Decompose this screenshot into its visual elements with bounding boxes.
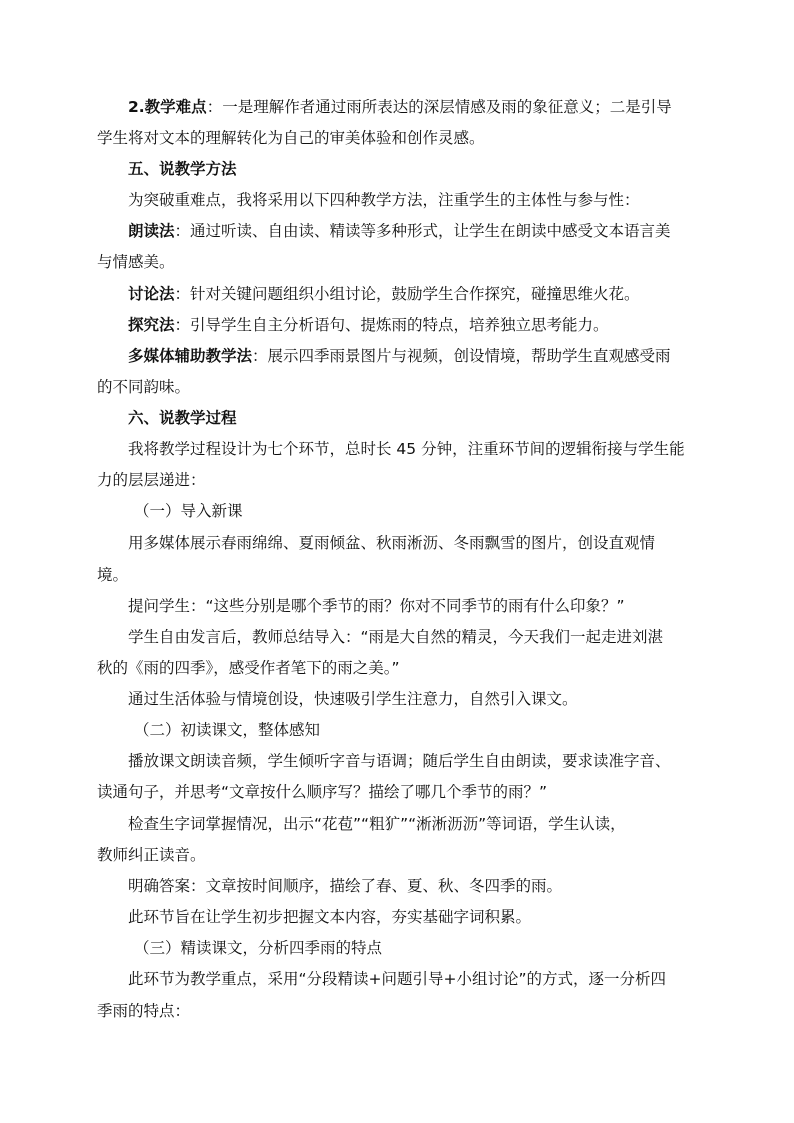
step-2-p1-line-2: 读通句子，并思考“文章按什么顺序写？描绘了哪几个季节的雨？” xyxy=(97,783,548,801)
section-6-heading: 六、说教学过程 xyxy=(128,409,237,427)
step-2-p2-line-1: 检查生字词掌握情况，出示“花苞”“粗犷”“淅淅沥沥”等词语，学生认读， xyxy=(128,815,626,833)
method-reading-line-2: 与情感美。 xyxy=(97,253,175,271)
step-2-p4: 此环节旨在让学生初步把握文本内容，夯实基础字词积累。 xyxy=(128,908,532,926)
section-6-intro-line-2: 力的层层递进： xyxy=(97,471,206,489)
difficulty-lead: 2.教学难点 xyxy=(128,98,207,116)
difficulty-paragraph-line-1 xyxy=(128,97,672,117)
step-2-p3: 明确答案：文章按时间顺序，描绘了春、夏、秋、冬四季的雨。 xyxy=(128,877,563,895)
method-discussion-lead: 讨论法 xyxy=(128,285,175,303)
difficulty-text: ：一是理解作者通过雨所表达的深层情感及雨的象征意义；二是引导 xyxy=(206,98,672,116)
section-5-intro: 为突破重难点，我将采用以下四种教学方法，注重学生的主体性与参与性： xyxy=(128,191,640,209)
step-1-p1-line-1: 用多媒体展示春雨绵绵、夏雨倾盆、秋雨淅沥、冬雨飘雪的图片，创设直观情 xyxy=(128,534,656,552)
step-1-p3-line-1: 学生自由发言后，教师总结导入：“雨是大自然的精灵，今天我们一起走进刘湛 xyxy=(128,628,664,646)
step-1-p2: 提问学生：“这些分别是哪个季节的雨？你对不同季节的雨有什么印象？” xyxy=(128,597,625,615)
step-1-p4: 通过生活体验与情境创设，快速吸引学生注意力，自然引入课文。 xyxy=(128,690,578,708)
step-3-p1-line-2: 季雨的特点： xyxy=(97,1002,191,1020)
step-3-p1-line-1: 此环节为教学重点，采用“分段精读+问题引导+小组讨论”的方式，逐一分析四 xyxy=(128,970,667,988)
method-multimedia-lead: 多媒体辅助教学法 xyxy=(128,347,253,365)
method-multimedia-line-2: 的不同韵味。 xyxy=(97,378,191,396)
method-inquiry-lead: 探究法 xyxy=(128,316,175,334)
method-inquiry-text: ：引导学生自主分析语句、提炼雨的特点，培养独立思考能力。 xyxy=(174,316,609,334)
method-reading-line-1 xyxy=(128,221,671,241)
step-1-title: （一）导入新课 xyxy=(134,502,243,520)
difficulty-paragraph-line-2: 学生将对文本的理解转化为自己的审美体验和创作灵感。 xyxy=(97,129,485,147)
step-1-p3-line-2: 秋的《雨的四季》，感受作者笔下的雨之美。” xyxy=(97,659,400,677)
section-5-heading: 五、说教学方法 xyxy=(128,160,237,178)
method-discussion xyxy=(128,284,640,304)
step-2-p1-line-1: 播放课文朗读音频，学生倾听字音与语调；随后学生自由朗读，要求读准字音、 xyxy=(128,752,671,770)
method-multimedia-line-1 xyxy=(128,346,671,366)
method-inquiry xyxy=(128,315,609,335)
step-2-title: （二）初读课文，整体感知 xyxy=(134,721,321,739)
method-multimedia-text: ：展示四季雨景图片与视频，创设情境，帮助学生直观感受雨 xyxy=(252,347,671,365)
step-2-p2-line-2: 教师纠正读音。 xyxy=(97,846,206,864)
method-discussion-text: ：针对关键问题组织小组讨论，鼓励学生合作探究，碰撞思维火花。 xyxy=(174,285,640,303)
method-reading-text: ：通过听读、自由读、精读等多种形式，让学生在朗读中感受文本语言美 xyxy=(174,222,671,240)
step-3-title: （三）精读课文，分析四季雨的特点 xyxy=(134,939,383,957)
method-reading-lead: 朗读法 xyxy=(128,222,175,240)
step-1-p1-line-2: 境。 xyxy=(97,566,129,584)
section-6-intro-line-1: 我将教学过程设计为七个环节，总时长 45 分钟，注重环节间的逻辑衔接与学生能 xyxy=(128,440,685,458)
